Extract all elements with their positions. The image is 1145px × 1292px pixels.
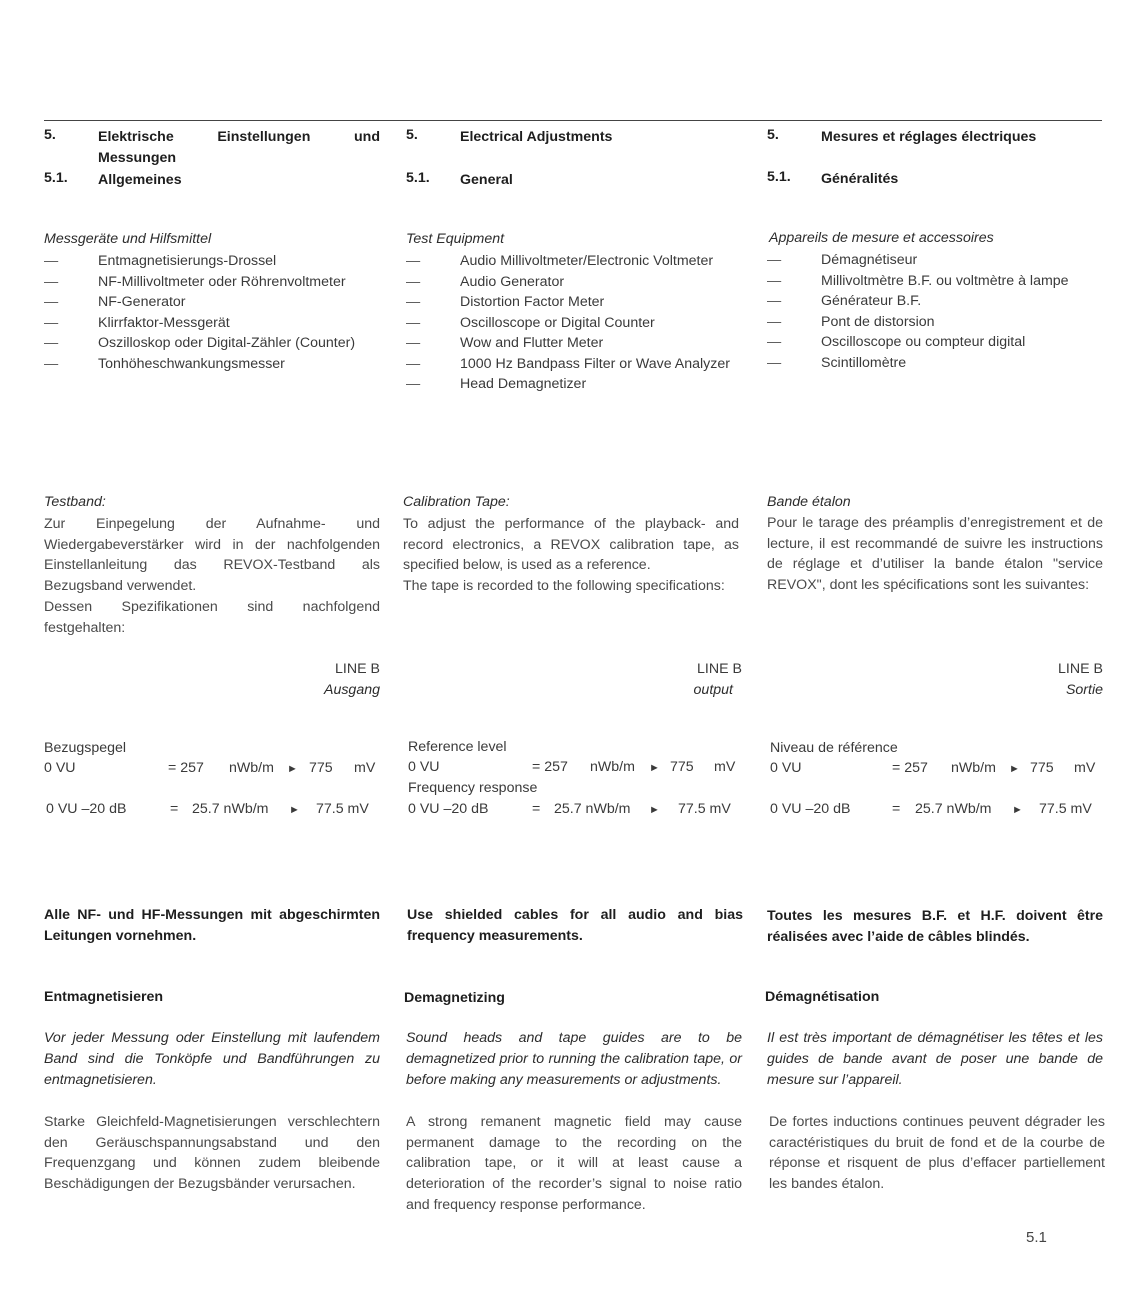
section-5-1-number: 5.1.: [44, 170, 68, 186]
equipment-title: Messgeräte und Hilfsmittel: [44, 231, 212, 247]
header-rule: [44, 120, 1102, 121]
list-item: — Scintillomètre: [767, 353, 1103, 374]
line-b-label: LINE B: [697, 661, 742, 677]
tape-paragraph: [403, 514, 739, 597]
arrow-icon: ►: [649, 804, 660, 816]
level-row-0vu: [770, 760, 1106, 781]
list-item: — NF-Millivoltmeter oder Röhrenvoltmeter: [44, 272, 380, 293]
list-item: — Head Demagnetizer: [406, 374, 742, 395]
vu-label: 0 VU: [770, 760, 802, 776]
tape-text: To adjust the performance of the playback- and record electronics, a REVOX calibration tape, as specified below, is used as a reference.: [403, 516, 739, 574]
list-item: — Distortion Factor Meter: [406, 292, 742, 313]
section-5-1-heading: [44, 170, 380, 192]
frequency-response-label: Frequency response: [408, 780, 538, 796]
vu-label: 0 VU: [44, 760, 76, 776]
voltage-value: 775: [670, 759, 694, 775]
demag-italic: Il est très important de démagnétiser les têtes et les guides de bande avant de poser une bande de mesure sur l’appareil.: [767, 1030, 1103, 1088]
flux-equals: =: [532, 801, 541, 817]
flux-unit: nWb/m: [951, 760, 996, 776]
vu-label: 0 VU –20 dB: [408, 801, 489, 817]
voltage-unit: mV: [354, 760, 376, 776]
section-5-1-title: Allgemeines: [98, 172, 182, 188]
section-5-1-heading: [406, 170, 742, 192]
page-number: 5.1: [1026, 1229, 1047, 1246]
reference-level-label: Reference level: [408, 739, 507, 755]
list-item: — 1000 Hz Bandpass Filter or Wave Analyzer: [406, 354, 742, 375]
section-5-number: 5.: [767, 127, 779, 143]
shielded-cables-note: Alle NF- und HF-Messungen mit abgeschirmten Leitungen vornehmen.: [44, 907, 380, 944]
list-item: — NF-Generator: [44, 292, 380, 313]
tape-text: Zur Einpegelung der Aufnahme- und Wiedergabeverstärker wird in der nachfolgenden Einstellanleitung das REVOX-Testband als Bezugsband verwendet.: [44, 516, 380, 595]
section-5-number: 5.: [44, 127, 56, 143]
tape-paragraph: [44, 514, 380, 638]
reference-level-label: Niveau de référence: [770, 740, 898, 756]
demag-italic: Vor jeder Messung oder Einstellung mit laufendem Band sind die Tonköpfe und Bandführungen zu entmagnetisieren.: [44, 1030, 380, 1088]
list-item: — Klirrfaktor-Messgerät: [44, 313, 380, 334]
section-5-1-heading: [767, 169, 1103, 191]
section-5-title: Mesures et réglages électriques: [821, 129, 1037, 145]
output-label: Ausgang: [323, 682, 380, 698]
level-row-minus20db: [44, 801, 380, 822]
vu-label: 0 VU –20 dB: [770, 801, 851, 817]
flux-unit: nWb/m: [229, 760, 274, 776]
equipment-title: Test Equipment: [406, 231, 505, 247]
list-item: — Millivoltmètre B.F. ou voltmètre à lampe: [767, 271, 1103, 292]
level-row-minus20db: [770, 801, 1106, 822]
tape-title: Testband:: [44, 494, 106, 510]
voltage-value: 77.5 mV: [678, 801, 731, 817]
section-5-number: 5.: [406, 127, 418, 143]
flux-value: 25.7 nWb/m: [192, 801, 269, 817]
output-label: output: [693, 682, 733, 698]
voltage-value: 77.5 mV: [316, 801, 369, 817]
arrow-icon: ►: [1009, 763, 1020, 775]
level-row-0vu: [44, 760, 380, 781]
section-5-1-number: 5.1.: [406, 170, 430, 186]
list-item: — Oscilloscope or Digital Counter: [406, 313, 742, 334]
list-item: — Oszilloskop oder Digital-Zähler (Counter): [44, 333, 380, 354]
demag-title: Entmagnetisieren: [44, 989, 164, 1005]
demag-text: De fortes inductions continues peuvent dégrader les caractéristiques du bruit de fond et de la courbe de réponse et risquent de plus d’effacer partiellement les bandes étalon.: [769, 1114, 1105, 1193]
tape-text-2: Dessen Spezifikationen sind nachfolgend festgehalten:: [44, 598, 380, 636]
voltage-value: 775: [309, 760, 333, 776]
flux-value: 25.7 nWb/m: [915, 801, 992, 817]
equipment-list: [406, 251, 742, 395]
list-item: — Audio Generator: [406, 272, 742, 293]
demag-title: Démagnétisation: [765, 989, 880, 1005]
list-item: — Wow and Flutter Meter: [406, 333, 742, 354]
equipment-list: [44, 251, 380, 374]
voltage-unit: mV: [714, 759, 736, 775]
list-item: — Générateur B.F.: [767, 291, 1103, 312]
line-b-label: LINE B: [335, 661, 380, 677]
tape-title: Bande étalon: [767, 494, 851, 510]
arrow-icon: ►: [1012, 804, 1023, 816]
list-item: — Audio Millivoltmeter/Electronic Voltmeter: [406, 251, 742, 272]
section-5-heading: [44, 127, 380, 171]
list-item: — Démagnétiseur: [767, 250, 1103, 271]
arrow-icon: ►: [649, 762, 660, 774]
level-row-0vu: [408, 759, 744, 780]
tape-text: Pour le tarage des préamplis d’enregistrement et de lecture, il est recommandé de suivre les instructions de réglage et d’utiliser la bande étalon "service REVOX", dont les spécifications sont les suivantes:: [767, 515, 1103, 594]
equipment-list: [767, 250, 1103, 373]
section-5-heading: [406, 127, 742, 149]
section-5-1-title: General: [460, 172, 513, 188]
arrow-icon: ►: [287, 763, 298, 775]
demag-italic: Sound heads and tape guides are to be demagnetized prior to running the calibration tape, or before making any measurements or adjustments.: [406, 1030, 742, 1088]
flux-equals: =: [892, 801, 901, 817]
flux-equals: = 257: [532, 759, 568, 775]
list-item: — Pont de distorsion: [767, 312, 1103, 333]
voltage-value: 77.5 mV: [1039, 801, 1092, 817]
vu-label: 0 VU –20 dB: [46, 801, 127, 817]
section-5-title: Elektrische Einstellungen und Messungen: [98, 129, 380, 166]
demag-title: Demagnetizing: [404, 990, 505, 1006]
section-5-1-title: Généralités: [821, 171, 899, 187]
equipment-title: Appareils de mesure et accessoires: [769, 230, 994, 246]
list-item: — Entmagnetisierungs-Drossel: [44, 251, 380, 272]
section-5-1-number: 5.1.: [767, 169, 791, 185]
vu-label: 0 VU: [408, 759, 440, 775]
arrow-icon: ►: [289, 804, 300, 816]
demag-text: Starke Gleichfeld-Magnetisierungen verschlechtern den Geräuschspannungsabstand und den Frequenzgang und können zudem bleibende Beschädigungen der Bezugsbänder verursachen.: [44, 1114, 380, 1193]
flux-equals: =: [170, 801, 179, 817]
level-row-minus20db: [408, 801, 744, 822]
reference-level-label: Bezugspegel: [44, 740, 127, 756]
tape-title: Calibration Tape:: [403, 494, 510, 510]
list-item: — Tonhöheschwankungsmesser: [44, 354, 380, 375]
flux-unit: nWb/m: [590, 759, 635, 775]
section-5-title: Electrical Adjustments: [460, 129, 613, 145]
shielded-cables-note: Toutes les mesures B.F. et H.F. doivent être réalisées avec l’aide de câbles blindés.: [767, 908, 1103, 945]
voltage-unit: mV: [1074, 760, 1096, 776]
flux-equals: = 257: [892, 760, 928, 776]
flux-equals: = 257: [168, 760, 204, 776]
output-label: Sortie: [1065, 682, 1103, 698]
shielded-cables-note: Use shielded cables for all audio and bias frequency measurements.: [407, 907, 743, 944]
voltage-value: 775: [1030, 760, 1054, 776]
demag-text: A strong remanent magnetic field may cause permanent damage to the recording on the calibration tape, or it will at least cause a deterioration of the recorder’s signal to noise ratio and frequency response performance.: [406, 1114, 742, 1213]
tape-text-2: The tape is recorded to the following specifications:: [403, 578, 725, 595]
flux-value: 25.7 nWb/m: [554, 801, 631, 817]
line-b-label: LINE B: [1058, 661, 1103, 677]
section-5-heading: [767, 127, 1103, 149]
list-item: — Oscilloscope ou compteur digital: [767, 332, 1103, 353]
